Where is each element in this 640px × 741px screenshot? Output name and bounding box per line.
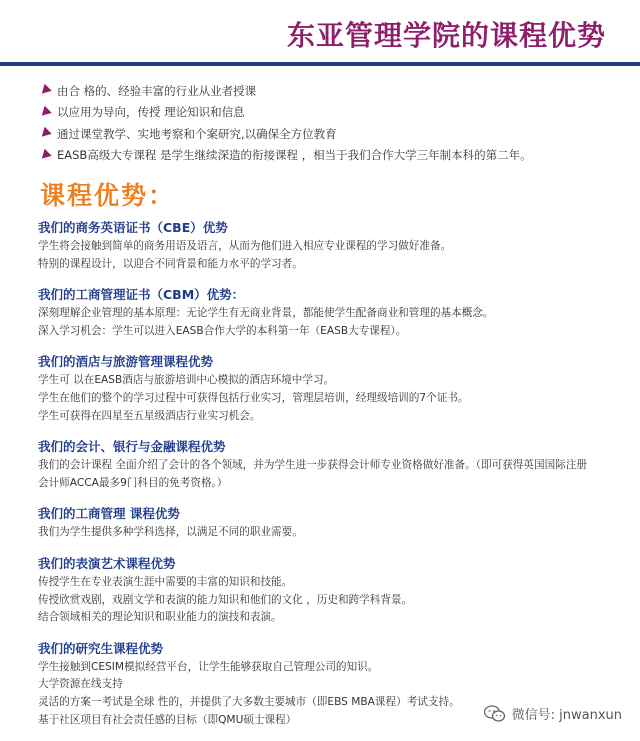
course-line: 学生接触到CESIM模拟经营平台，让学生能够获取自己管理公司的知识。	[38, 660, 379, 673]
course-accounting	[38, 437, 628, 492]
course-line: 深刻理解企业管理的基本原理：无论学生有无商业背景，都能使学生配备商业和管理的基本概念。	[38, 307, 494, 320]
intro-item-text: 通过课堂教学、实地考察和个案研究,以确保全方位教育	[57, 126, 337, 141]
course-line: 大学资源在线支持	[38, 678, 123, 691]
course-title: 我们的表演艺术课程优势	[38, 555, 176, 571]
intro-item	[40, 80, 532, 102]
intro-item-text: EASB高级大专课程 是学生继续深造的衔接课程 ，相当于我们合作大学三年制本科的第二年。	[57, 148, 532, 163]
section-heading: 课程优势：	[40, 181, 176, 210]
course-performing-arts	[38, 554, 628, 627]
course-line: 学生可获得在四星至五星级酒店行业实习机会。	[38, 409, 261, 422]
bullet-arrow-icon	[38, 149, 51, 162]
watermark-text: 微信号: jnwanxun	[511, 708, 622, 723]
course-title: 我们的研究生课程优势	[38, 640, 164, 656]
course-line: 传授欣赏戏剧，戏剧文学和表演的能力知识和他们的文化 ，历史和跨学科背景。	[38, 593, 413, 606]
wechat-watermark	[484, 704, 622, 723]
course-line: 我们的会计课程 全面介绍了会计的各个领域，并为学生进一步获得会计师专业资格做好准备。（即可获得英国国际注册	[38, 459, 587, 472]
course-line: 会计师ACCA最多9门科目的免考资格。）	[38, 476, 228, 489]
course-title: 我们的工商管理证书（CBM）优势：	[38, 287, 245, 303]
course-business-admin	[38, 504, 628, 542]
intro-item	[40, 102, 532, 124]
course-hospitality	[38, 352, 628, 425]
course-title: 我们的工商管理 课程优势	[38, 506, 180, 522]
header-divider	[0, 62, 640, 66]
intro-list	[40, 80, 532, 166]
course-line: 基于社区项目有社会责任感的目标（即QMU硕士课程）	[38, 713, 297, 726]
course-title: 我们的会计、银行与金融课程优势	[38, 439, 226, 455]
intro-item-text: 以应用为导向，传授 理论知识和信息	[57, 105, 245, 120]
course-line: 我们为学生提供多种学科选择，以满足不同的职业需要。	[38, 526, 303, 539]
course-title: 我们的酒店与旅游管理课程优势	[38, 354, 214, 370]
intro-item	[40, 145, 532, 167]
course-cbe	[38, 218, 628, 273]
intro-item	[40, 123, 532, 145]
course-line: 深入学习机会：学生可以进入EASB合作大学的本科第一年（EASB大专课程）。	[38, 324, 407, 337]
course-line: 传授学生在专业表演生涯中需要的丰富的知识和技能。	[38, 575, 293, 588]
bullet-arrow-icon	[38, 127, 51, 140]
course-line: 学生将会接触到简单的商务用语及语言，从而为他们进入相应专业课程的学习做好准备。	[38, 240, 452, 252]
bullet-arrow-icon	[38, 106, 51, 119]
course-line: 特别的课程设计，以迎合不同背景和能力水平的学习者。	[38, 257, 303, 270]
intro-item-text: 由合 格的、经验丰富的行业从业者授课	[57, 83, 257, 98]
course-line: 学生在他们的整个的学习过程中可获得包括行业实习，管理层培训，经理级培训的7个证书。	[38, 391, 469, 404]
course-line: 结合领域相关的理论知识和职业能力的演技和表演。	[38, 611, 282, 624]
course-cbm	[38, 285, 628, 340]
course-list	[38, 218, 628, 741]
course-title: 我们的商务英语证书（CBE）优势	[38, 220, 228, 235]
course-line: 灵活的方案一考试是全球 性的，并提供了大多数主要城市（即EBS MBA课程）考试支持。	[38, 695, 460, 708]
course-line: 学生可 以在EASB酒店与旅游培训中心模拟的酒店环境中学习。	[38, 374, 335, 387]
wechat-icon	[484, 705, 506, 723]
bullet-arrow-icon	[38, 84, 51, 97]
page-title: 东亚管理学院的课程优势	[286, 19, 606, 52]
